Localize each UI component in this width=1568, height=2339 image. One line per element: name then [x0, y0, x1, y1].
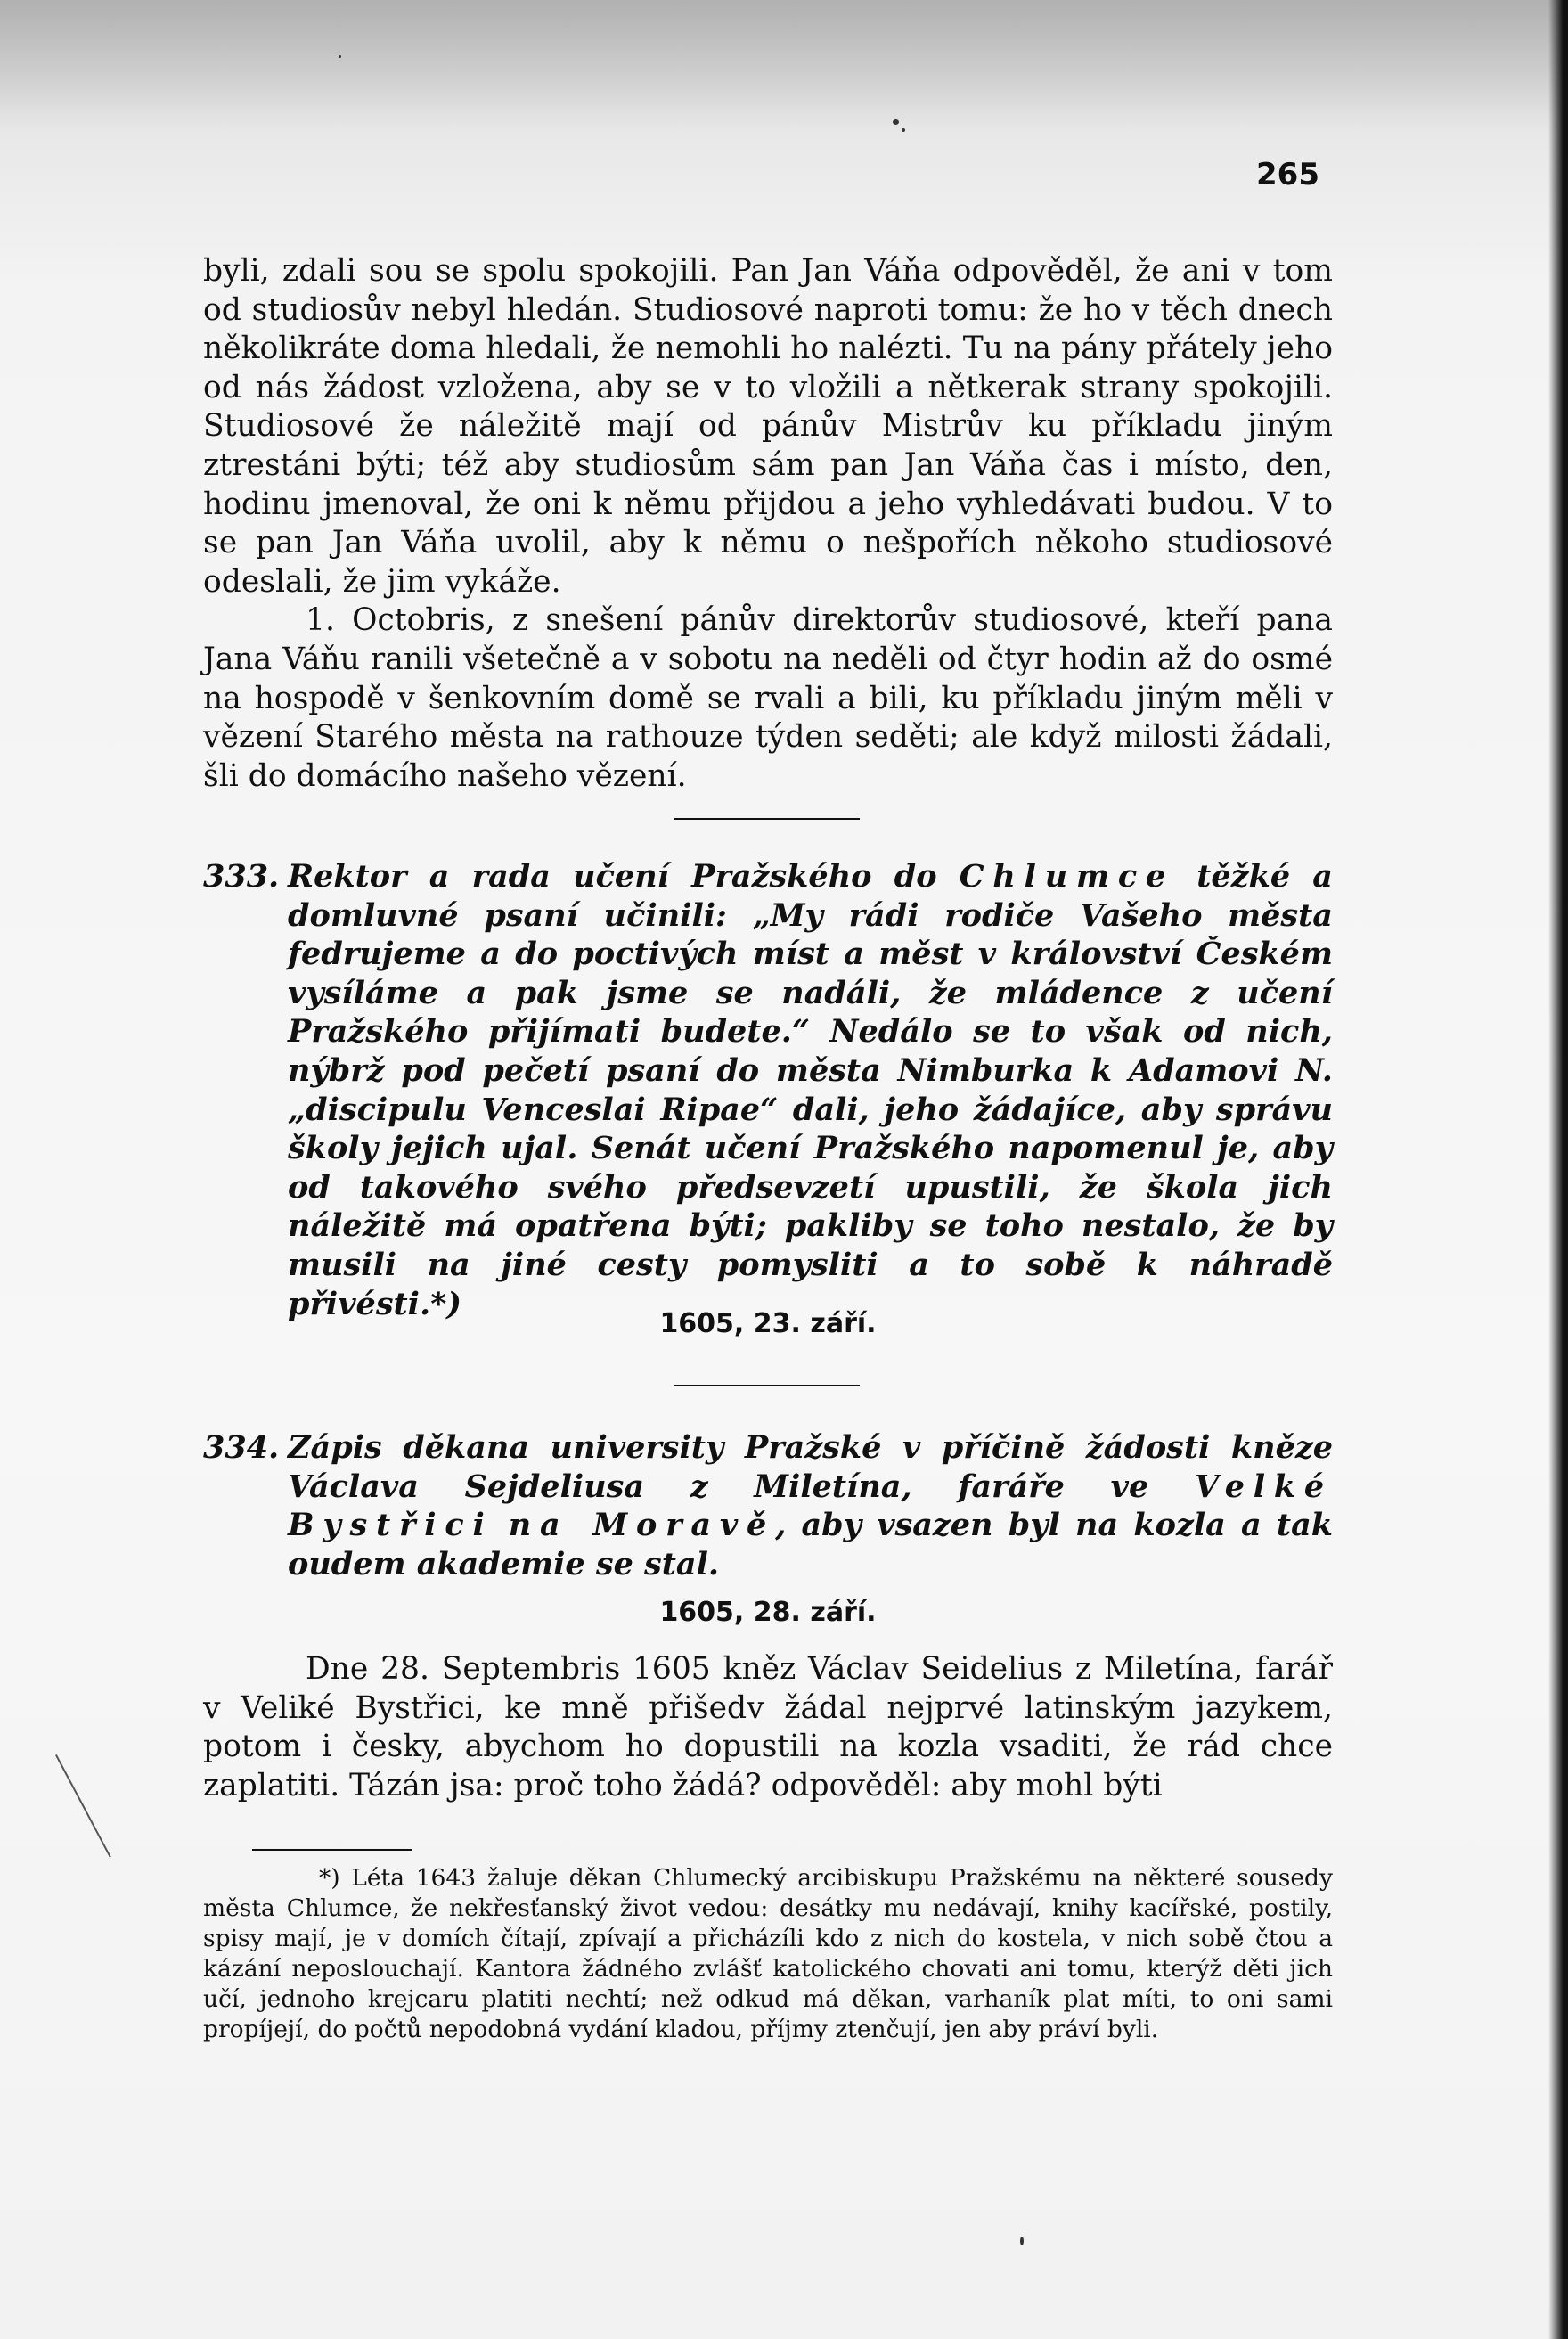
entry-334-text-a: Zápis děkana university Pražské v příčině žádosti kněze Václava Sejdeliusa z Miletína, faráře ve [288, 1429, 1333, 1505]
section-divider [674, 818, 860, 820]
entry-333-text-b: těžké a domluvné psaní učinili: „My rádi rodiče Vašeho města fedrujeme a do poctivých míst a měst v království Českém vysíláme a pak jsme se nadáli, že mládence z učení Pražského přijímati budete.“ Nedálo se to však od nich, nýbrž pod pečetí psaní do města Nimburka k Adamovi N. „discipulu Venceslai Ripae“ dali, jeho žádajíce, aby správu školy jejich ujal. Senát učení Pražského napomenul je, aby od takového svého předsevzetí upustili, že škola jich náležitě má opatřena býti; pakliby se toho nestalo, že by musili na jiné cesty pomysliti a to sobě k náhradě přivésti.*) [288, 858, 1333, 1322]
section-divider [674, 1385, 860, 1386]
entry-334-body: Dne 28. Septembris 1605 kněz Václav Seidelius z Miletína, farář v Veliké Bystřici, ke mně přišedv žádal nejprvé latinským jazykem, potom i česky, abychom ho dopustili na kozla vsaditi, že rád chce zaplatiti. Tázán jsa: proč toho žádá? odpověděl: aby mohl býti [203, 1651, 1333, 1803]
print-speck [902, 128, 905, 132]
entry-334-number: 334. [203, 1429, 280, 1466]
page-number: 265 [1256, 157, 1319, 192]
paper-scratch [55, 1754, 111, 1858]
entry-333-date: 1605, 23. září. [659, 1308, 877, 1339]
footnote: *) Léta 1643 žaluje děkan Chlumecký arcibiskupu Pražskému na některé sousedy města Chlumce, že nekřesťanský život vedou: desátky mu nedávají, knihy kacířské, postily, spisy mají, je v domích čítají, zpívají a přicházíli kdo z nich do kostela, v nich sobě čtou a kázání neposlouchají. Kantora žádného zvlášť katolického chovati ani tomu, kterýž děti jich učí, jednoho krejcaru platiti nechtí; než odkud má děkan, varhaník plat míti, to oni sami propíjejí, do počtů nepodobná vydání kladou, příjmy ztenčují, jen aby práví byli. [203, 1864, 1333, 2043]
footnote-divider [252, 1849, 412, 1851]
entry-333-place: Chlumce [959, 858, 1175, 895]
entry-333 [203, 857, 1333, 1323]
continuation-text [203, 252, 1333, 796]
entry-333-heading [203, 857, 1333, 1323]
print-speck [339, 55, 341, 58]
entry-334-body-block [203, 1650, 1333, 1805]
paragraph-1: byli, zdali sou se spolu spokojili. Pan Jan Váňa odpověděl, že ani v tom od studiosův nebyl hledán. Studiosové naproti tomu: že ho v těch dnech několikráte doma hledali, že nemohli ho nalézti. Tu na pány přátely jeho od nás žádost vzložena, aby se v to vložili a nětkerak strany spokojili. Studiosové že náležitě mají od pánův Mistrův ku příkladu jiným ztrestáni býti; též aby studiosům sám pan Jan Váňa čas i místo, den, hodinu jmenoval, že oni k němu přijdou a jeho vyhledávati budou. V to se pan Jan Váňa uvolil, aby k němu o nešpořích někoho studiosové odeslali, že jim vykáže. [203, 253, 1333, 600]
paragraph-2: 1. Octobris, z snešení pánův direktorův studiosové, kteří pana Jana Váňu ranili všetečně a v sobotu na neděli od čtyr hodin až do osmé na hospodě v šenkovním domě se rvali a bili, ku příkladu jiným měli v vězení Starého města na rathouze týden seděti; ale když milosti žádali, šli do domácího našeho vězení. [203, 602, 1333, 794]
entry-334-place-2: na Moravě [508, 1507, 776, 1544]
print-speck [893, 119, 899, 125]
entry-334 [203, 1428, 1333, 1583]
entry-334-date: 1605, 28. září. [659, 1597, 877, 1628]
entry-334-text-b [494, 1507, 509, 1543]
print-speck [1020, 2237, 1024, 2245]
entry-334-heading [203, 1428, 1333, 1583]
entry-333-text-a: Rektor a rada učení Pražského do [288, 858, 960, 895]
entry-333-number: 333. [203, 858, 280, 895]
entry-334-place-1: Velké Bystřici [288, 1468, 1333, 1544]
entry-334-text-c: , aby vsazen byl na kozla a tak oudem akademie se stal. [288, 1507, 1333, 1583]
